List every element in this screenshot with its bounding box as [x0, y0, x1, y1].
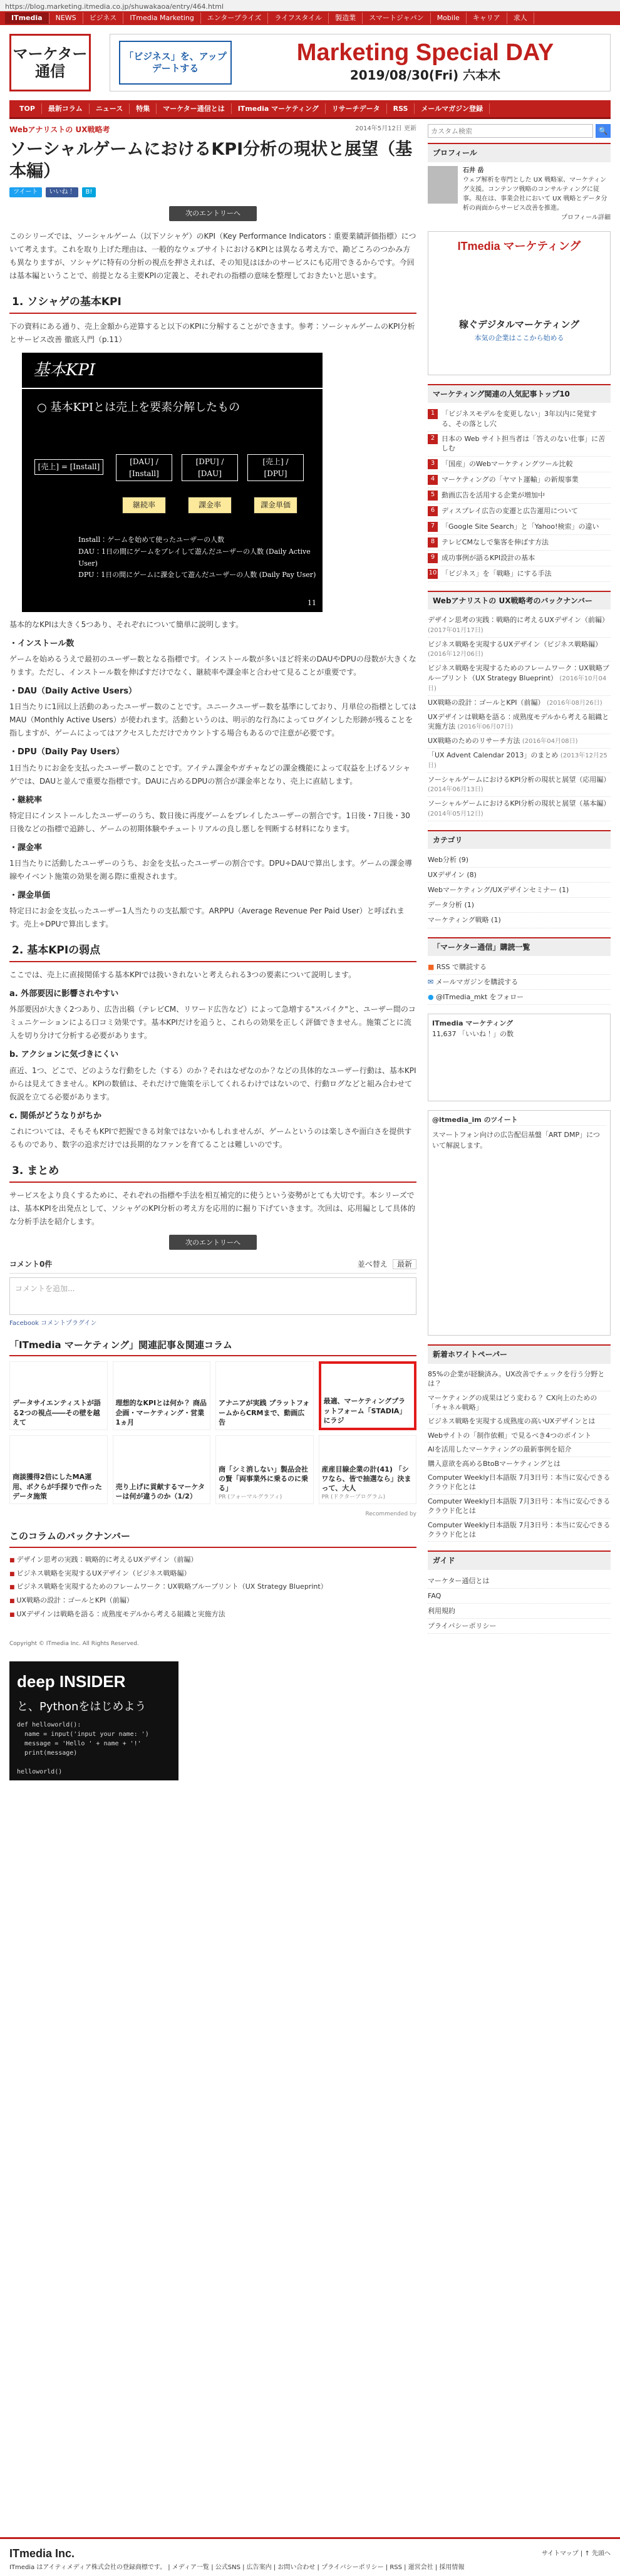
- slide-page-number: 11: [307, 599, 316, 608]
- whitepaper-item[interactable]: ビジネス戦略を実現する成熟度の高いUXデザインとは: [428, 1415, 611, 1428]
- ranking-item[interactable]: 2 日本の Web サイト担当者は「答えのない仕事」に苦しむ: [428, 432, 611, 457]
- ranking-item[interactable]: 9 成功事例が語るKPI設計の基本: [428, 551, 611, 566]
- search-icon: 🔍: [598, 127, 608, 135]
- ranking-item[interactable]: 5 動画広告を活用する企業が増加中: [428, 488, 611, 504]
- paragraph: 1日当たりにお金を支払ったユーザー数のことです。アイテム課金やガチャなどの課金機能によって収益を上げるソシャゲでは、DAUと並んで重要な指標です。DAUに占めるDPUの割合が課金率となり、売上に直結します。: [9, 763, 411, 786]
- related-grid: [9, 1361, 416, 1504]
- tweet-button[interactable]: ツイート: [9, 187, 42, 197]
- section-heading: 3. まとめ: [9, 1160, 416, 1183]
- whitepaper-item[interactable]: AIを活用したマーケティングの最新事例を紹介: [428, 1443, 611, 1457]
- related-heading: 「ITmedia マーケティング」関連記事＆関連コラム: [9, 1338, 416, 1356]
- slide-formula-sales: [売上] = [Install]: [34, 459, 103, 475]
- top-nav-item[interactable]: ライフスタイル: [268, 13, 329, 23]
- category-item[interactable]: Web分析 (9): [428, 853, 611, 868]
- article-intro: このシリーズでは、ソーシャルゲーム（以下ソシャゲ）のKPI（Key Performance Indicators：重要業績評価指標）について考えます。これを取り上げた理由は、一般的なウェブサイトにおけるKPIとは異なる考え方で、勘どころのつかみ方も異なりますが、ソシャゲに特有の分析の視点を押さえれば、その知見はほかのサービスにも応用できるからです。今回は基本編ということで、前提となる主要KPIの定義と、それぞれの指標の意味を整理しておきたいと思います。: [9, 231, 416, 280]
- twitter-follow-link[interactable]: ● @ITmedia_mkt をフォロー: [428, 990, 611, 1005]
- address-bar[interactable]: https://blog.marketing.itmedia.co.jp/shuwakaoa/entry/464.html: [0, 0, 620, 11]
- deep-insider-ad[interactable]: [9, 1661, 178, 1780]
- kpi-heading: ・課金単価: [9, 890, 51, 900]
- slide-note: Install：ゲームを始めて使ったユーザーの人数: [78, 536, 225, 544]
- kpi-heading: ・DAU（Daily Active Users）: [9, 687, 137, 697]
- ranking-item[interactable]: 4 マーケティングの「ヤマト運輸」の新規事業: [428, 472, 611, 488]
- profile-heading: プロフィール: [428, 143, 611, 162]
- site-header: [0, 25, 620, 100]
- top-nav-item[interactable]: Mobile: [431, 13, 467, 23]
- whitepaper-list: [428, 1368, 611, 1542]
- slide-note: DPU：1日の間にゲームに課金して遊んだユーザーの人数 (Daily Pay User): [78, 571, 316, 579]
- twitter-icon: ●: [428, 993, 434, 1002]
- related-article-card[interactable]: 売り上げに貢献するマーケターは何が違うのか（1/2）: [113, 1435, 211, 1504]
- profile-more-link[interactable]: プロフィール詳細: [561, 214, 611, 221]
- paragraph: 外部要因が大きく2つあり、広告出稿（テレビCM、リワード広告など）によって急増する"スパイク"と、ユーザー間のコミュニケーションによる口コミ効果です。基本KPIだけを追うと、これらの効果を正しく評価できません。施策ごとに流入を切り分けて分析する必要があります。: [9, 1005, 416, 1041]
- related-article-card[interactable]: データサイエンティストが語る2つの視点――その壁を越えて: [9, 1361, 108, 1430]
- slide-formula-arppu: [売上] / [DPU]: [247, 454, 304, 481]
- ranking-heading: マーケティング関連の人気記事トップ10: [428, 384, 611, 403]
- related-article-card[interactable]: アナニアが実践 プラットフォームからCRMまで、動画広告: [215, 1361, 314, 1430]
- backnumber-item[interactable]: ■ ビジネス戦略を実現するためのフレームワーク：UX戦略ブループリント（UX Strategy Blueprint）: [9, 1580, 416, 1594]
- backnumber-item[interactable]: ■ ビジネス戦略を実現するUXデザイン（ビジネス戦略編）: [9, 1567, 416, 1581]
- sidebar-backnumber-heading: Webアナリストの UX戦略考のバックナンバー: [428, 591, 611, 610]
- deep-insider-logo: deep INSIDER: [17, 1672, 126, 1691]
- post-item[interactable]: ビジネス戦略を実現するためのフレームワーク：UX戦略ブループリント（UX Strategy Blueprint） (2016年10月04日): [428, 662, 611, 695]
- rss-link[interactable]: ■ RSS で購読する: [428, 960, 611, 975]
- backnumber-list: [9, 1553, 416, 1622]
- ad-brand: ITmedia マーケティング: [457, 239, 581, 252]
- whitepaper-item[interactable]: Computer Weekly日本語版 7月3日号：本当に安心できるクラウド化とは: [428, 1471, 611, 1495]
- category-item[interactable]: マーケティング戦略 (1): [428, 913, 611, 928]
- top-nav-item[interactable]: 求人: [507, 13, 534, 23]
- post-item[interactable]: ソーシャルゲームにおけるKPI分析の現状と展望（応用編） (2014年06月13日): [428, 773, 611, 797]
- article-date: 2014年5月12日 更新: [355, 125, 416, 132]
- paragraph: ここでは、売上に直接関係する基本KPIでは扱いきれないと考えられる3つの要素について説明します。: [9, 970, 356, 980]
- whitepaper-item[interactable]: Computer Weekly日本語版 7月3日号：本当に安心できるクラウド化とは: [428, 1495, 611, 1519]
- paragraph: ゲームを始めるうえで最初のユーザー数となる指標です。インストール数が多いほど将来のDAUやDPUの母数が大きくなります。ただし、インストール数を伸ばすだけでなく、継続率や課金率と合わせて見ることが重要です。: [9, 655, 416, 677]
- mail-link[interactable]: ✉ メールマガジンを購読する: [428, 975, 611, 990]
- category-nav-item[interactable]: リサーチデータ: [326, 103, 387, 114]
- ranking-item[interactable]: 10 「ビジネス」を「戦略」にする手法: [428, 566, 611, 582]
- ranking-item[interactable]: 6 ディスプレイ広告の変遷と広告運用について: [428, 504, 611, 519]
- kpi-heading: ・継続率: [9, 795, 43, 805]
- top-nav: [0, 11, 620, 25]
- category-nav-item[interactable]: RSS: [387, 103, 415, 114]
- twitter-timeline-heading: @itmedia_im のツイート: [432, 1116, 518, 1124]
- facebook-like-button[interactable]: いいね！: [46, 187, 78, 197]
- paragraph: これについては、そもそもKPIで把握できる対象ではないかもしれませんが、ゲームというのは楽しさや面白さを提供するものであり、数字の追求だけでは長期的なファンを育てることは難しいのです。: [9, 1126, 412, 1149]
- whitepaper-heading: 新着ホワイトペーパー: [428, 1344, 611, 1364]
- top-nav-item[interactable]: ITmedia: [5, 13, 49, 23]
- whitepaper-item[interactable]: マーケティングの成果はどう変わる？ CX向上のための「チャネル戦略」: [428, 1391, 611, 1415]
- category-item[interactable]: データ分析 (1): [428, 898, 611, 913]
- deep-insider-code: def helloworld(): name = input('input your name: ') message = 'Hello ' + name + '!' print(message) helloworld(): [17, 1722, 149, 1776]
- sort-label: 並べ替え: [357, 1260, 388, 1269]
- profile-name: 石井 岳: [463, 167, 484, 174]
- top-nav-item[interactable]: 製造業: [329, 13, 363, 23]
- backnumber-item[interactable]: ■ デザイン思考の実践：戦略的に考えるUXデザイン（前編）: [9, 1553, 416, 1567]
- slide-title: 基本KPI: [22, 353, 323, 389]
- paragraph: 基本的なKPIは大きく5つあり、それぞれについて簡単に説明します。: [9, 620, 244, 630]
- banner-tagline: 「ビジネス」を、アップデートする: [119, 41, 232, 85]
- banner-date: 2019/08/30(Fri) 六本木: [349, 68, 501, 83]
- next-entry-button[interactable]: 次のエントリーへ: [169, 1235, 257, 1250]
- paragraph: サービスをより良くするために、それぞれの指標や手法を相互補完的に使うという姿勢がとても大切です。本シリーズでは、基本KPIを出発点として、ソシャゲのKPI分析の考え方を応用的に掘り下げていきます。次回は、応用編として具体的な分析手法を紹介します。: [9, 1191, 415, 1227]
- category-nav-item[interactable]: TOP: [13, 103, 42, 114]
- backnumber-item[interactable]: ■ UXデザインは戦略を語る：成熟度モデルから考える組織と実施方法: [9, 1607, 416, 1621]
- paragraph: 特定日にお金を支払ったユーザー1人当たりの支払額です。ARPPU（Average Revenue Per Paid User）と呼ばれます。売上÷DPUで算出します。: [9, 906, 405, 928]
- category-nav: [9, 100, 611, 119]
- category-nav-item[interactable]: ITmedia マーケティング: [232, 103, 326, 114]
- profile-text: ウェブ解析を専門とした UX 戦略家、マーケティング支援。コンテンツ戦略のコンサルティングに従事。現在は、事業会社において UX 戦略とデータ分析の両面からサービス改善を推進。: [463, 176, 607, 212]
- top-nav-item[interactable]: スマートジャパン: [363, 13, 431, 23]
- deep-insider-text: と、Pythonをはじめよう: [17, 1700, 147, 1713]
- twitter-timeline[interactable]: [428, 1110, 611, 1336]
- footer-top-link[interactable]: サイトマップ | ↑ 先頭へ: [541, 2550, 611, 2558]
- guide-item[interactable]: FAQ: [428, 1589, 611, 1604]
- top-nav-item[interactable]: NEWS: [49, 13, 83, 23]
- category-list: [428, 853, 611, 928]
- share-buttons: [9, 187, 416, 197]
- banner-title: Marketing Special DAY: [296, 39, 554, 66]
- post-item[interactable]: UXデザインは戦略を語る：成熟度モデルから考える組織と実施方法 (2016年06月07日): [428, 710, 611, 734]
- subscribe-list: [428, 960, 611, 1005]
- avatar: [428, 166, 458, 204]
- facebook-page-name: ITmedia マーケティング: [432, 1019, 514, 1028]
- whitepaper-item[interactable]: Webサイトの「制作依頼」で見るべき4つのポイント: [428, 1429, 611, 1443]
- guide-item[interactable]: 利用規約: [428, 1604, 611, 1619]
- paragraph: 1日当たりに活動したユーザーのうち、お金を支払ったユーザーの割合です。DPU÷DAUで算出します。ゲームの課金導線やイベント施策の効果を測る際に重視されます。: [9, 858, 413, 881]
- category-heading: カテゴリ: [428, 830, 611, 849]
- post-item[interactable]: デザイン思考の実践：戦略的に考えるUXデザイン（前編） (2017年01月17日): [428, 613, 611, 637]
- kpi-slide-image: [22, 353, 323, 612]
- logo-line1: マーケター: [13, 44, 88, 63]
- kpi-heading: ・DPU（Daily Pay Users）: [9, 747, 125, 757]
- slide-subtitle: ○ 基本KPIとは売上を要素分解したもの: [37, 401, 240, 415]
- weakness-heading: b. アクションに気づきにくい: [9, 1050, 119, 1060]
- slide-label-arppu: 課金単価: [254, 497, 297, 514]
- footer-links[interactable]: ITmedia はアイティメディア株式会社の登録商標です。 | メディア一覧 | 公式SNS | 広告案内 | お問い合わせ | プライバシーポリシー | RSS | 運営会社 | 採用情報: [9, 2563, 465, 2571]
- guide-list: [428, 1574, 611, 1634]
- ranking-list: [428, 407, 611, 582]
- post-list: [428, 613, 611, 821]
- copyright: Copyright © ITmedia Inc. All Rights Reserved.: [9, 1641, 139, 1648]
- weakness-heading: c. 関係がどうなりがちか: [9, 1111, 102, 1121]
- post-item[interactable]: 「UX Advent Calendar 2013」のまとめ (2013年12月25日): [428, 749, 611, 773]
- related-article-card[interactable]: 理想的なKPIとは何か？ 商品企画・マーケティング・営業1ヵ月: [113, 1361, 211, 1430]
- kpi-heading: ・インストール数: [9, 639, 75, 649]
- whitepaper-item[interactable]: 購入意欲を高めるBtoBマーケティングとは: [428, 1457, 611, 1471]
- post-item[interactable]: UX戦略の設計：ゴールとKPI（前編） (2016年08月26日): [428, 696, 611, 710]
- kpi-heading: ・課金率: [9, 843, 43, 853]
- related-article-card[interactable]: 商「シミ消しない」製品会社の賢「両事業外に乗るのに乗る」 PR (フォーマルグラフィ): [215, 1435, 314, 1504]
- facebook-page-box[interactable]: [428, 1014, 611, 1101]
- comment-input[interactable]: コメントを追加...: [9, 1277, 416, 1315]
- category-item[interactable]: UXデザイン (8): [428, 868, 611, 883]
- facebook-likes: 11,637 「いいね！」の数: [432, 1030, 514, 1039]
- ad-headline: 稼ぐデジタルマーケティング: [458, 319, 580, 331]
- ranking-item[interactable]: 7 「Google Site Search」と「Yahoo!検索」の違い: [428, 519, 611, 535]
- subscribe-heading: 「マーケター通信」購読一覧: [428, 937, 611, 957]
- paragraph: 直近、1つ、どこで、どのような行動をした（する）のか？それはなぜなのか？などの具体的なユーザー行動は、基本KPIからは見えてきません。KPIの数値は、それだけで施策を示してくれるわけではないので、行動ログなどと組み合わせて仮説を立てる必要があります。: [9, 1066, 416, 1101]
- related-article-card[interactable]: 産産目線企業の計(41) 「シワなら、皆で抽選なら」決まって、大人 PR (ドクターブログラム): [319, 1435, 417, 1504]
- header-banner-ad[interactable]: [110, 34, 611, 91]
- next-entry-button[interactable]: 次のエントリーへ: [169, 206, 257, 221]
- search-input[interactable]: [428, 124, 593, 138]
- section-heading: 2. 基本KPIの弱点: [9, 940, 416, 962]
- slide-formula-dau: [DAU] / [Install]: [116, 454, 172, 481]
- sidebar-ad[interactable]: [428, 231, 611, 375]
- related-article-card[interactable]: 商談獲得2倍にしたMA運用、ボクらが手探りで作ったデータ施策: [9, 1435, 108, 1504]
- footer-logo[interactable]: ITmedia Inc.: [9, 2547, 75, 2560]
- category-nav-item[interactable]: ニュース: [90, 103, 130, 114]
- backnumber-item[interactable]: ■ UX戦略の設計：ゴールとKPI（前編）: [9, 1594, 416, 1607]
- top-nav-item[interactable]: キャリア: [467, 13, 507, 23]
- ranking-item[interactable]: 1 「ビジネスモデルを変更しない」3年以内に発覚する、その落とし穴: [428, 407, 611, 432]
- guide-item[interactable]: マーケター通信とは: [428, 1574, 611, 1589]
- ranking-item[interactable]: 3 「国産」のWebマーケティングツール比較: [428, 457, 611, 472]
- paragraph: 下の資料にある通り、売上金額から逆算すると以下のKPIに分解することができます。参考：ソーシャルゲームのKPI分析とサービス改善 徹底入門（p.11）: [9, 322, 415, 345]
- main-column: [9, 124, 416, 1780]
- slide-note: DAU：1日の間にゲームをプレイして遊んだユーザーの人数 (Daily Active User): [78, 547, 311, 568]
- weakness-heading: a. 外部要因に影響されやすい: [9, 989, 119, 999]
- search-box: [428, 124, 611, 138]
- category-nav-item[interactable]: 特集: [130, 103, 157, 114]
- top-nav-item[interactable]: ITmedia Marketing: [123, 13, 201, 23]
- category-nav-item[interactable]: メールマガジン登録: [415, 103, 490, 114]
- ad-subline: 本気の企業はここから始める: [474, 333, 564, 342]
- category-nav-item[interactable]: 最新コラム: [42, 103, 90, 114]
- facebook-comment-plugin-link[interactable]: Facebook コメントプラグイン: [9, 1319, 97, 1327]
- logo-line2: 通信: [35, 62, 65, 80]
- slide-label-pay-rate: 課金率: [188, 497, 232, 514]
- top-nav-item[interactable]: ビジネス: [83, 13, 124, 23]
- ranking-item[interactable]: 8 テレビCMなしで集客を伸ばす方法: [428, 535, 611, 551]
- post-item[interactable]: ビジネス戦略を実現するUXデザイン（ビジネス戦略編） (2016年12月06日): [428, 638, 611, 662]
- article-title: ソーシャルゲームにおけるKPI分析の現状と展望（基本編）: [9, 139, 413, 181]
- category-nav-item[interactable]: マーケター通信とは: [157, 103, 231, 114]
- paragraph: 特定日にインストールしたユーザーのうち、数日後に再度ゲームをプレイしたユーザーの割合です。1日後・7日後・30日後などの指標で追跡し、ゲームの初期体験やチュートリアルの良し悪しを判断する材料になります。: [9, 811, 410, 833]
- article-category[interactable]: Webアナリストの UX戦略考: [9, 125, 110, 134]
- site-footer: [0, 2537, 620, 2576]
- hatena-bookmark-button[interactable]: B!: [82, 187, 96, 197]
- search-button[interactable]: [596, 124, 611, 138]
- category-item[interactable]: Webマーケティング/UXデザインセミナー (1): [428, 883, 611, 898]
- paragraph: 1日当たりに1回以上活動のあったユーザー数のことです。ユニークユーザー数を基準にしており、月単位の指標としてはMAU（Monthly Active Users）が使われます。活動というのは、明示的な行為によってログインした形跡が残ることを指しますが、ゲームによってはアクセスしただけでカウントする場合もあるので注意が必要です。: [9, 702, 416, 738]
- backnumber-heading: このコラムのバックナンバー: [9, 1529, 416, 1547]
- whitepaper-item[interactable]: Computer Weekly日本語版 7月3日号：本当に安心できるクラウド化とは: [428, 1519, 611, 1542]
- recommended-by: Recommended by: [365, 1511, 416, 1518]
- comment-count: コメント0件: [9, 1260, 53, 1269]
- sidebar: [428, 124, 611, 1780]
- guide-item[interactable]: プライバシーポリシー: [428, 1619, 611, 1634]
- related-article-card-highlighted[interactable]: 最適、マーケティングプラットフォーム「STADIA」にラジ: [319, 1361, 417, 1430]
- top-nav-item[interactable]: エンタープライズ: [201, 13, 269, 23]
- post-item[interactable]: ソーシャルゲームにおけるKPI分析の現状と展望（基本編） (2014年05月12日): [428, 797, 611, 821]
- slide-formula-dpu: [DPU] / [DAU]: [182, 454, 238, 481]
- section-heading: 1. ソシャゲの基本KPI: [9, 291, 416, 314]
- tweet: スマートフォン向けの広告配信基盤「ART DMP」について解説します。: [432, 1125, 606, 1155]
- guide-heading: ガイド: [428, 1550, 611, 1570]
- site-logo[interactable]: [9, 34, 91, 91]
- mail-icon: ✉: [428, 978, 434, 987]
- whitepaper-item[interactable]: 85%の企業が経験済み。UX改善でチェックを行う分野とは？: [428, 1368, 611, 1391]
- slide-label-retention: 継続率: [122, 497, 166, 514]
- post-item[interactable]: UX戦略のためのリサーチ方法 (2016年04月08日): [428, 734, 611, 749]
- rss-icon: ■: [428, 963, 435, 972]
- sort-select[interactable]: 最新: [393, 1259, 416, 1269]
